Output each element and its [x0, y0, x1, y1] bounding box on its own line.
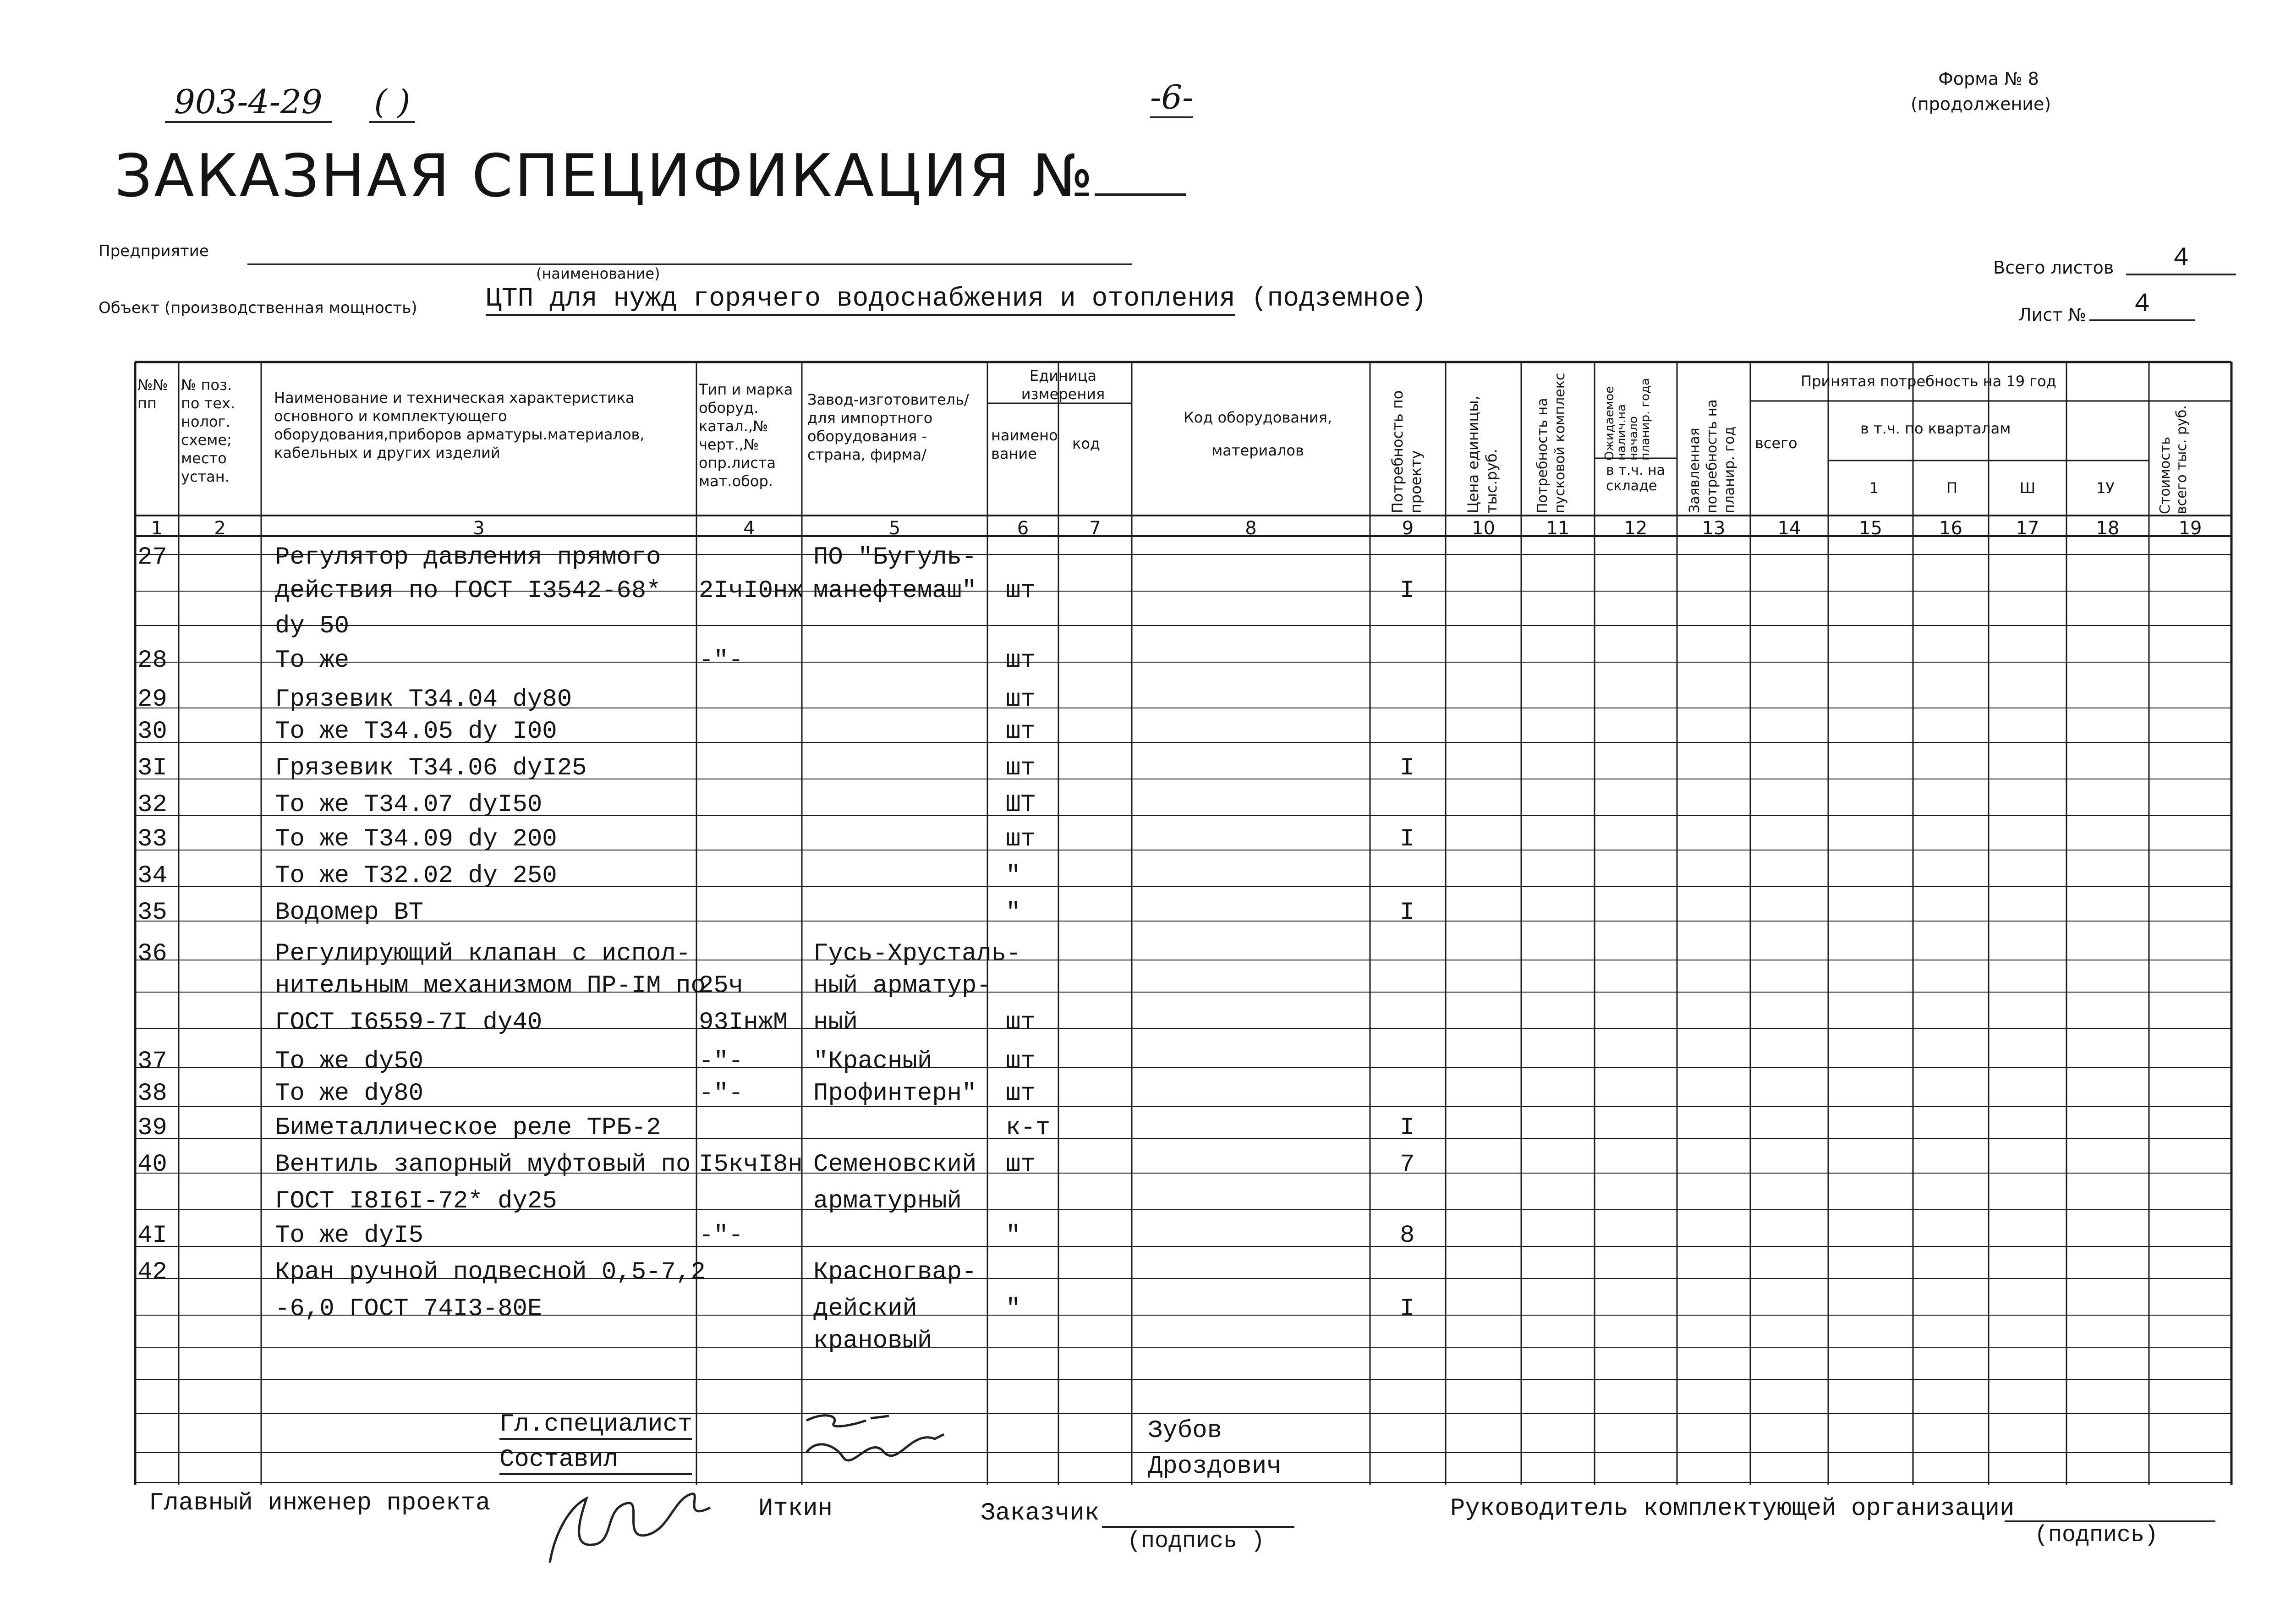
row-number: 28 [137, 647, 167, 675]
row-unit: шт [1006, 1151, 1036, 1179]
row-number: 34 [137, 862, 167, 890]
row-number: 32 [137, 791, 167, 819]
row-quantity: 8 [1400, 1222, 1415, 1250]
row-name: Регулятор давления прямого [275, 543, 661, 571]
row-name: То же dу80 [275, 1080, 424, 1108]
col-header-plant: Завод-изготовитель/для импортного оборудования - страна, фирма/ [807, 391, 969, 463]
column-number-13: 13 [1702, 518, 1726, 539]
doc-code-number: 903-4-29 [165, 82, 332, 123]
row-number: 35 [137, 899, 167, 927]
row-type: 93IнжМ [699, 1009, 788, 1037]
row-name: действия по ГОСТ I3542-68* [275, 577, 661, 605]
column-number-6: 6 [1017, 518, 1029, 539]
col-header-position: № поз. по тех. нолог. схеме; место устан. [181, 376, 236, 485]
column-number-4: 4 [743, 518, 755, 539]
row-number: 42 [137, 1258, 167, 1286]
row-unit: шт [1006, 825, 1036, 853]
row-type: 25ч [699, 972, 744, 1000]
row-plant: Семеновский [813, 1151, 977, 1179]
col-header-name: Наименование и техническая характеристика основного и комплектующего оборудования,приборов арматуры.материалов, кабельных и других изделий [274, 389, 645, 461]
column-number-9: 9 [1402, 518, 1414, 539]
row-unit: шт [1006, 1009, 1036, 1037]
form-continuation: (продолжение) [1911, 94, 2051, 114]
row-plant: крановый [813, 1327, 932, 1355]
row-unit: шт [1006, 577, 1036, 605]
sheet-number-value: 4 [2089, 290, 2195, 321]
sheet-number-label: Лист № [2018, 305, 2086, 325]
row-name: То же Т34.09 dу 200 [275, 825, 557, 853]
chief-engineer-name: Иткин [758, 1495, 833, 1523]
col-header-cost: Стоимость всего тыс. руб. [2157, 405, 2190, 514]
signature-scribble-2 [536, 1480, 729, 1572]
row-name: То же Т32.02 dу 250 [275, 862, 557, 890]
row-name: -6,0 ГОСТ 74I3-80Е [275, 1295, 543, 1323]
row-name: ГОСТ I8I6I-72* dу25 [275, 1187, 557, 1215]
row-plant: Красногвар- [813, 1258, 977, 1286]
row-plant: арматурный [813, 1187, 962, 1215]
col-header-declared-need: Заявленная потребность на планир. год [1687, 399, 1737, 513]
page-title-text: ЗАКАЗНАЯ СПЕЦИФИКАЦИЯ № [115, 142, 1095, 210]
total-sheets-label: Всего листов [1993, 258, 2114, 278]
col-header-startup-need: Потребность на пусковой комплекс [1535, 373, 1568, 513]
org-head-label: Руководитель комплектующей организации [1450, 1495, 2015, 1523]
enterprise-hint: (наименование) [536, 265, 660, 282]
col-header-q4: 1У [2096, 479, 2115, 497]
row-quantity: I [1400, 825, 1415, 853]
row-name: Биметаллическое реле ТРБ-2 [275, 1114, 661, 1142]
column-number-12: 12 [1624, 518, 1648, 539]
row-unit: шт [1006, 1080, 1036, 1108]
column-number-8: 8 [1245, 518, 1257, 539]
compiled-name: Дроздович [1148, 1453, 1282, 1481]
col-header-unit-price: Цена единицы, тыс.руб. [1464, 395, 1500, 513]
row-type: 2IчI0нж [699, 577, 803, 605]
compiled-line [499, 1473, 692, 1475]
column-number-1: 1 [151, 518, 163, 539]
row-quantity: I [1400, 899, 1415, 927]
row-plant: ный арматур- [813, 972, 992, 1000]
row-name: Вентиль запорный муфтовый по [275, 1151, 691, 1179]
row-name: То же dу50 [275, 1048, 424, 1075]
row-plant: Гусь-Хрусталь- [813, 940, 1021, 968]
col-header-q2: П [1946, 479, 1958, 497]
row-name: dу 50 [275, 612, 350, 640]
chief-engineer-label: Главный инженер проекта [149, 1489, 491, 1517]
row-unit: шт [1006, 686, 1036, 713]
col-header-total: всего [1755, 434, 1798, 452]
row-quantity: I [1400, 754, 1415, 782]
col-header-equipment-code: Код оборудования, материалов [1183, 409, 1332, 459]
row-number: 29 [137, 686, 167, 713]
row-plant: Профинтерн" [813, 1080, 977, 1108]
row-number: 37 [137, 1048, 167, 1075]
row-plant: дейский [813, 1295, 917, 1323]
row-plant: ный [813, 1009, 858, 1037]
col-header-type: Тип и марка оборуд. катал.,№ черт.,№ опр.листа мат.обор. [699, 381, 793, 490]
row-unit: шт [1006, 647, 1036, 675]
column-number-19: 19 [2178, 518, 2202, 539]
col-header-q1: 1 [1869, 479, 1879, 497]
col-header-q3: Ш [2019, 479, 2036, 497]
row-unit: ШТ [1006, 791, 1036, 819]
row-name: ГОСТ I6559-7I dу40 [275, 1009, 543, 1037]
column-number-10: 10 [1472, 518, 1495, 539]
column-number-2: 2 [214, 518, 226, 539]
chief-specialist-name: Зубов [1148, 1417, 1222, 1445]
row-type: -"- [699, 1080, 744, 1108]
column-number-17: 17 [2016, 518, 2039, 539]
doc-code-suffix: ( ) [369, 82, 415, 123]
column-number-14: 14 [1777, 518, 1801, 539]
chief-specialist-label: Гл.специалист [499, 1410, 693, 1438]
row-unit: к-т [1006, 1114, 1051, 1142]
row-name: То же Т34.07 dуI50 [275, 791, 543, 819]
row-unit: " [1006, 1295, 1021, 1323]
row-unit: шт [1006, 754, 1036, 782]
col-header-expected-stock: Ожидаемое налич.на начало планир. года [1603, 378, 1652, 461]
signature-scribble-1 [797, 1402, 953, 1485]
row-quantity: I [1400, 1114, 1415, 1142]
column-number-18: 18 [2096, 518, 2120, 539]
column-number-11: 11 [1546, 518, 1570, 539]
row-unit: " [1006, 1222, 1021, 1250]
total-sheets-value: 4 [2126, 244, 2236, 275]
row-type: -"- [699, 647, 744, 675]
row-number: 3I [137, 754, 167, 782]
row-name: То же [275, 647, 350, 675]
row-name: Грязевик Т34.06 dуI25 [275, 754, 587, 782]
col-header-unit-group: Единица измерения [1021, 367, 1105, 403]
chief-specialist-line [499, 1438, 692, 1440]
row-name: Регулирующий клапан с испол- [275, 940, 691, 968]
row-number: 36 [137, 940, 167, 968]
row-name: нительным механизмом ПР-IМ по [275, 972, 706, 1000]
row-name: То же dуI5 [275, 1222, 424, 1250]
object-suffix: (подземное) [1251, 284, 1427, 314]
col-header-by-quarter: в т.ч. по кварталам [1860, 420, 2011, 437]
row-name: Водомер ВТ [275, 899, 424, 927]
page-number: -6- [1150, 78, 1193, 118]
col-header-in-warehouse: в т.ч. на складе [1606, 463, 1666, 494]
row-type: -"- [699, 1048, 744, 1075]
row-quantity: I [1400, 577, 1415, 605]
org-head-sign-hint: (подпись) [2034, 1522, 2159, 1548]
enterprise-label: Предприятие [99, 242, 209, 260]
col-header-accepted-need: Принятая потребность на 19 год [1801, 373, 2056, 390]
row-number: 40 [137, 1151, 167, 1179]
compiled-label: Составил [499, 1446, 619, 1474]
col-header-number: №№ пп [137, 376, 168, 412]
column-number-15: 15 [1859, 518, 1882, 539]
row-quantity: I [1400, 1295, 1415, 1323]
row-unit: " [1006, 862, 1021, 890]
col-header-unit-name: наименование [991, 427, 1058, 462]
row-plant: ПО "Бугуль- [813, 543, 977, 571]
row-unit: шт [1006, 1048, 1036, 1075]
row-number: 38 [137, 1080, 167, 1108]
row-name: Грязевик Т34.04 dу80 [275, 686, 572, 713]
customer-sign-hint: (подпись ) [1127, 1528, 1265, 1554]
row-plant: "Красный [813, 1048, 932, 1075]
customer-label: Заказчик [981, 1499, 1100, 1527]
column-number-16: 16 [1939, 518, 1962, 539]
object-label: Объект (производственная мощность) [99, 299, 417, 317]
row-type: I5кчI8н [699, 1151, 803, 1179]
col-header-unit-code: код [1072, 435, 1101, 452]
col-header-need-project: Потребность по проекту [1389, 390, 1425, 513]
column-number-7: 7 [1089, 518, 1101, 539]
row-type: -"- [699, 1222, 744, 1250]
row-number: 30 [137, 718, 167, 746]
row-name: Кран ручной подвесной 0,5-7,2 [275, 1258, 706, 1286]
column-number-5: 5 [888, 518, 901, 539]
row-unit: шт [1006, 718, 1036, 746]
row-number: 33 [137, 825, 167, 853]
object-name: ЦТП для нужд горячего водоснабжения и отопления [486, 284, 1235, 316]
row-unit: " [1006, 899, 1021, 927]
column-number-3: 3 [473, 518, 485, 539]
row-quantity: 7 [1400, 1151, 1415, 1179]
row-name: То же Т34.05 dу I00 [275, 718, 557, 746]
row-number: 4I [137, 1222, 167, 1250]
customer-sign-line [1102, 1526, 1294, 1528]
row-plant: манефтемаш" [813, 577, 977, 605]
row-number: 39 [137, 1114, 167, 1142]
form-number: Форма № 8 [1938, 69, 2039, 89]
row-number: 27 [137, 543, 167, 571]
